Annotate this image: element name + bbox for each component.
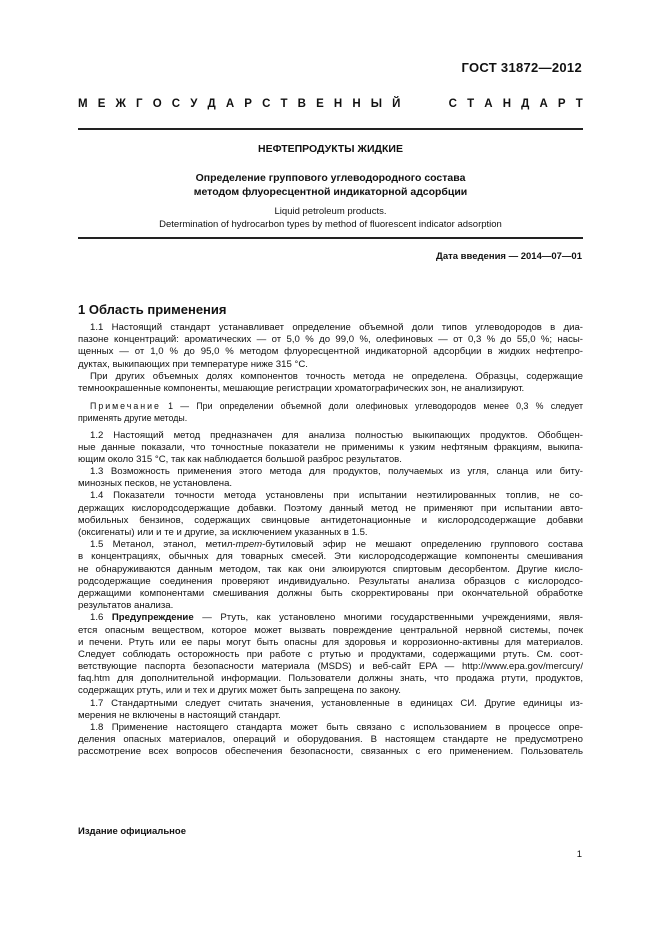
section-heading: 1 Область применения	[78, 302, 227, 317]
body-line: 1.7 Стандартными следует считать значения, установленные в единицах СИ. Другие единицы из-	[90, 697, 583, 709]
note-label: Примечание	[90, 401, 161, 412]
body-line: 1.3 Возможность применения этого метода для продуктов, получаемых из угля, сланца или биту-	[90, 466, 583, 478]
body-line: faq.htm для дополнительной информации. Пользователи должны знать, что продажа ртути, продуктов,	[78, 673, 583, 685]
body-line: (оксигенаты) или и те и другие, за исключением указанных в 1.5.	[78, 527, 368, 538]
banner-letter: О	[152, 98, 162, 110]
body-line: 1.1 Настоящий стандарт устанавливает определение объемной доли типов углеводородов в диа-	[90, 322, 583, 333]
note-line	[78, 400, 583, 412]
body-line: держащими компонентами смешивания должны быть скорректированы при окончательной обработке	[78, 587, 583, 599]
banner-letter: Т	[467, 98, 475, 110]
banner-letter: С	[171, 98, 181, 110]
warning-label: Предупреждение	[111, 612, 194, 624]
body-line: Следует соблюдать осторожность при работе с ртутью и продуктами, содержащими ртуть. См. соот-	[78, 648, 583, 660]
banner-letter: Р	[557, 98, 566, 110]
banner-letter: Н	[502, 98, 512, 110]
introduction-date: Дата введения — 2014—07—01	[436, 251, 582, 262]
italic-term: трет	[235, 539, 263, 551]
banner-letter: С	[262, 98, 271, 110]
document-title: НЕФТЕПРОДУКТЫ ЖИДКИЕ	[258, 143, 403, 155]
body-line: ется опасным веществом, которое может вызвать повреждение центральной нервной системы, почек	[78, 624, 583, 636]
body-line: минозных песков, не установлена.	[78, 478, 233, 490]
body-line: не обнаруживаются данным методом, так как они элюируются спиртовым десорбентом. Другие кисло-	[78, 563, 583, 575]
body-line: ветствующие паспорта безопасности материала (MSDS) и веб-сайт EPA — http://www.epa.gov/mercury/	[78, 661, 583, 673]
body-line: деления опасных материалов, операций и оборудования. В настоящем стандарте не предусмотрено	[78, 734, 583, 746]
body-line: При других объемных долях компонентов точность метода не определена. Образцы, содержащие	[90, 370, 583, 382]
body-line: результатов анализа.	[78, 600, 174, 612]
line-text: 1 — При определении объемной доли олефиновых углеводородов менее 0,3 % следует	[160, 401, 583, 412]
body-line: ные данные показали, что точностные показатели не применимы к узким нефтяным фракциям, выкипа-	[78, 441, 583, 453]
body-line: содержащих ртуть, или и тех и других может быть запрещена по закону.	[78, 685, 401, 697]
banner-letter: Е	[316, 98, 324, 110]
official-edition-label: Издание официальное	[78, 826, 186, 837]
note-line: применять другие методы.	[78, 413, 188, 424]
banner-letter: Ж	[115, 98, 126, 110]
body-line: и печени. Ртуть или ее пары могут быть опасны для здоровья и коррозионно-активны для материалов.	[78, 636, 583, 648]
body-line	[78, 612, 583, 624]
banner-letter: Д	[207, 98, 216, 110]
standard-number: ГОСТ 31872—2012	[461, 60, 582, 75]
line-text: 1.5 Метанол, этанол, метил-	[90, 539, 236, 551]
banner-letter: А	[539, 98, 548, 110]
banner-letter: Т	[575, 98, 583, 110]
banner-gap	[411, 98, 439, 110]
section-body	[78, 322, 583, 759]
banner-letter: Т	[280, 98, 288, 110]
english-title-line-2: Determination of hydrocarbon types by method of fluorescent indicator adsorption	[159, 219, 502, 230]
body-line: ющим около 315 °С, так как наблюдается большой разброс результатов.	[78, 453, 402, 465]
english-title	[78, 205, 583, 231]
line-text: 1.6	[90, 612, 112, 624]
banner-letter: Г	[136, 98, 143, 110]
banner-letter: Е	[97, 98, 106, 110]
body-line: щенных — от 1,0 % до 95,0 % методом флуоресцентной индикаторной адсорбции в жидких нефтепро-	[78, 346, 583, 358]
banner-letter: Й	[392, 98, 401, 110]
document-subtitle	[78, 171, 583, 199]
banner-letter: В	[297, 98, 306, 110]
banner-letter: С	[448, 98, 457, 110]
banner-letter: Д	[521, 98, 530, 110]
body-line	[78, 539, 583, 551]
banner-letter: Н	[352, 98, 361, 110]
body-line: темноокрашенные компоненты, мешающие регистрации хроматографических зон, не анализируют.	[78, 382, 525, 394]
body-line: рассмотрение всех вопросов обеспечения безопасности, связанных с его применением. Пользователь	[78, 746, 583, 758]
title-bottom-rule	[78, 237, 583, 239]
banner-letter: Р	[244, 98, 252, 110]
english-title-line-1: Liquid petroleum products.	[274, 206, 387, 217]
banner-letter: У	[190, 98, 198, 110]
top-rule	[78, 128, 583, 130]
banner-letter: М	[78, 98, 88, 110]
body-line: мерения не включены в настоящий стандарт.	[78, 709, 281, 721]
subtitle-line-1: Определение группового углеводородного состава	[195, 172, 466, 184]
line-text: -бутиловый эфир не мешают определению группового состава	[262, 539, 583, 551]
line-text: — Ртуть, как установлено многими государственными учреждениями, явля-	[193, 612, 583, 624]
body-line: 1.8 Применение настоящего стандарта может быть связано с использованием в процессе опре-	[90, 722, 583, 733]
banner-letter: Н	[333, 98, 343, 110]
body-line: пазоне концентраций: ароматических — от 5,0 % до 99,0 %, олефиновых — от 0,3 % до 55,0 %; насы-	[78, 334, 583, 346]
banner-letter: Ы	[370, 98, 383, 110]
body-line: мобильных бензинов, содержащих свинцовые антидетонационные и кислородсодержащие добавки	[78, 514, 583, 526]
body-line: 1.2 Настоящий метод предназначен для анализа полностью выкипающих продуктов. Обобщен-	[90, 429, 583, 441]
subtitle-line-2: методом флуоресцентной индикаторной адсорбции	[193, 186, 468, 198]
body-line: родсодержащие соединения проверяют индивидуально. Результаты анализа образцов с кислородсо-	[78, 575, 583, 587]
body-line: дуктах, выкипающих при температуре ниже 315 °С.	[78, 358, 308, 370]
body-line: в концентрациях, обычных для товарных смесей. Эти кислородсодержащие компоненты смешивания	[78, 551, 583, 563]
body-line: 1.4 Показатели точности метода установлены при испытании неэтилированных топлив, не со-	[90, 490, 583, 502]
banner-letter: А	[484, 98, 493, 110]
body-line: держащих кислородсодержащие добавки. Поэтому данный метод не применяют при испытании авто-	[78, 502, 583, 514]
interstate-standard-banner	[78, 98, 583, 110]
page-number: 1	[576, 849, 582, 860]
banner-letter: А	[225, 98, 235, 110]
